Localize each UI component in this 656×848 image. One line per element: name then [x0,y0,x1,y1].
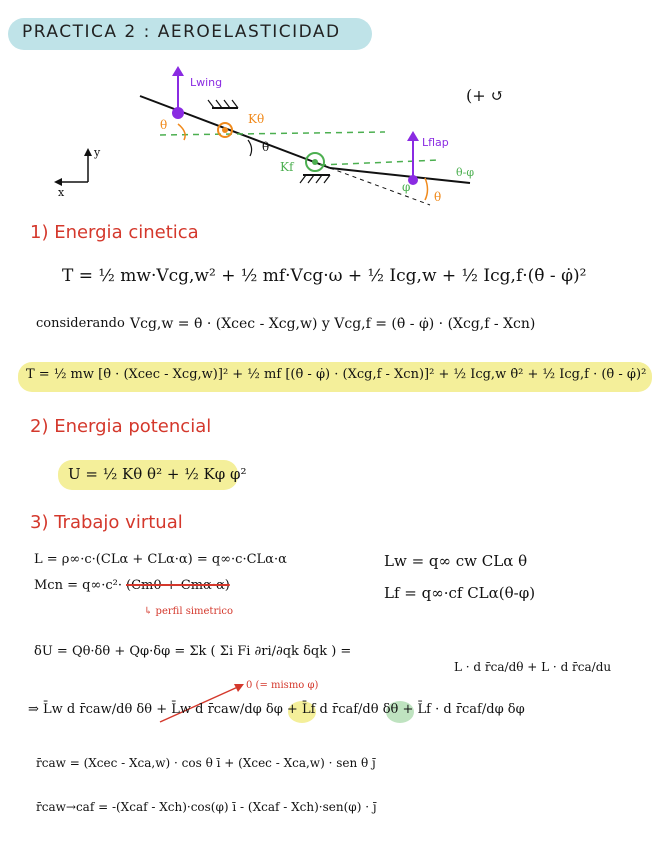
velocity-eq: Vcg,w = θ̇ · (Xcec - Xcg,w) y Vcg,f = (θ̇ - φ̇) · (Xcg,f - Xcn) [130,316,536,332]
lwing-label: Lwing [190,76,223,89]
page-title: PRACTICA 2 : AEROELASTICIDAD [22,22,341,42]
section3-heading: 3) Trabajo virtual [30,512,183,533]
potential-energy-eq: U = ½ Kθ θ² + ½ Kφ φ² [68,465,247,483]
zero-note: 0 (= mismo φ) [246,680,319,691]
section1-heading: 1) Energia cinetica [30,222,199,243]
rcaf-eq: r̄caw→caf = -(Xcaf - Xch)·cos(φ) ī - (Xcaf - Xch)·sen(φ) · j̄ [36,800,377,814]
lw-eq: Lw = q∞ cw CLα θ [384,552,528,570]
ktheta-label: Kθ [248,112,265,126]
kf-label: Kf [280,160,294,174]
section2-heading: 2) Energia potencial [30,416,212,437]
kinetic-energy-eq3: T = ½ mw [θ̇ · (Xcec - Xcg,w)]² + ½ mf [(θ̇ - φ̇) · (Xcg,f - Xcn)]² + ½ Icg,w θ̇² + ½ Icg,f · (θ̇ - φ̇)² [26,367,647,382]
sign-convention: (+ ↺ [466,86,505,105]
virtual-work-eq: δU = Qθ·δθ + Qφ·δφ = Σk ( Σi Fi ∂ri/∂qk δqk ) = [34,644,352,659]
mcn-eq-struck: (Cm0 + Cmα·α) [126,578,230,593]
virtual-work-expansion: ⇒ L̄w d r̄caw/dθ δθ + L̄w d r̄caw/dφ δφ + L̄f d r̄caf/dθ δθ + L̄f · d r̄caf/dφ δφ [28,702,525,717]
lf-eq: Lf = q∞·cf CLα(θ-φ) [384,584,536,602]
rcaw-eq: r̄caw = (Xcec - Xca,w) · cos θ ī + (Xcec - Xca,w) · sen θ j̄ [36,756,376,770]
derivative-side-note: L · d r̄ca/dθ + L · d r̄ca/du [454,660,612,674]
perfil-note: ↳ perfil simetrico [144,606,234,617]
mcn-eq-prefix: Mcn = q∞·c²· [34,578,123,593]
considering-label: considerando [36,316,125,331]
lift-eq: L = ρ∞·c·(CLα + CLα·α) = q∞·c·CLα·α [34,552,287,567]
lflap-label: Lflap [422,136,449,149]
phi-label: φ [402,180,411,194]
x-axis-label: x [58,186,65,199]
theta-left-label: θ [160,118,168,132]
theta-right-label: θ [434,190,442,204]
kinetic-energy-eq1: T = ½ mw·Vcg,w² + ½ mf·Vcg·ω + ½ Icg,w + ½ Icg,f·(θ̇ - φ̇)² [62,266,587,286]
theta-minus-phi-label: θ-φ [456,166,475,179]
y-axis-label: y [94,146,101,159]
theta-mid-label: θ [262,140,270,154]
